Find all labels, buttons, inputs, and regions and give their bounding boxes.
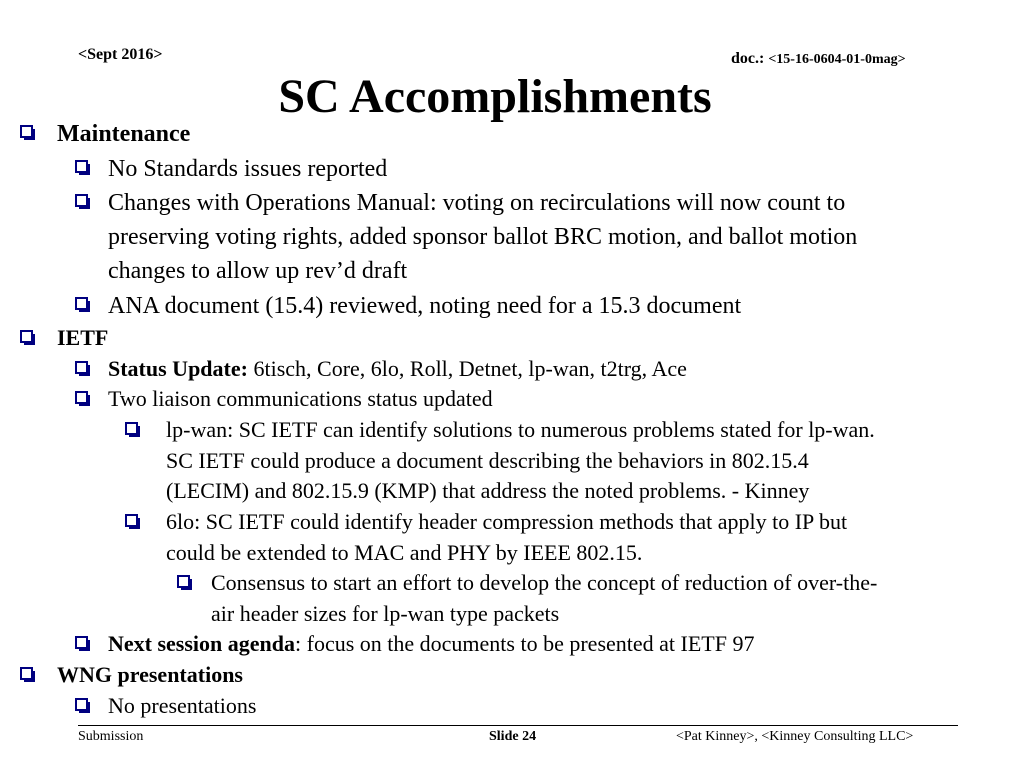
checkbox-bullet-icon (75, 698, 90, 713)
checkbox-bullet-icon (20, 125, 35, 140)
bullet-consensus-line1: Consensus to start an effort to develop the concept of reduction of over-the- (211, 570, 878, 595)
checkbox-bullet-icon (75, 636, 90, 651)
doc-number: <15-16-0604-01-0mag> (768, 52, 906, 67)
bullet-lpwan-line2: SC IETF could produce a document describing the behaviors in 802.15.4 (166, 448, 809, 473)
bullet-consensus-line2: air header sizes for lp-wan type packets (211, 601, 560, 626)
checkbox-bullet-icon (75, 391, 90, 406)
status-update-label: Status Update: (108, 356, 248, 381)
checkbox-bullet-icon (75, 297, 90, 312)
bullet-liaison: Two liaison communications status updated (108, 386, 493, 411)
bullet-ops-manual-line1: Changes with Operations Manual: voting on recirculations will now count to (108, 190, 846, 216)
footer-submission: Submission (78, 729, 144, 744)
bullet-no-presentations: No presentations (108, 693, 257, 718)
slide-title: SC Accomplishments (278, 70, 712, 123)
checkbox-bullet-icon (20, 667, 35, 682)
bullet-ana: ANA document (15.4) reviewed, noting need for a 15.3 document (108, 293, 742, 319)
checkbox-bullet-icon (75, 194, 90, 209)
footer-divider (78, 725, 958, 726)
next-session-label: Next session agenda (108, 631, 296, 656)
checkbox-bullet-icon (125, 514, 140, 529)
checkbox-bullet-icon (20, 330, 35, 345)
bullet-ietf: IETF (57, 325, 109, 350)
header-doc-id (731, 50, 906, 68)
bullet-6lo-line1: 6lo: SC IETF could identify header compression methods that apply to IP but (166, 509, 848, 534)
bullet-ops-manual-line2: preserving voting rights, added sponsor ballot BRC motion, and ballot motion (108, 224, 858, 250)
bullet-status-update (108, 356, 687, 382)
checkbox-bullet-icon (75, 361, 90, 376)
checkbox-bullet-icon (177, 575, 192, 590)
bullet-lpwan-line3: (LECIM) and 802.15.9 (KMP) that address the noted problems. - Kinney (166, 478, 810, 503)
status-update-text: 6tisch, Core, 6lo, Roll, Detnet, lp-wan, t2trg, Ace (247, 356, 687, 381)
next-session-text: : focus on the documents to be presented at IETF 97 (295, 631, 755, 656)
bullet-lpwan-line1: lp-wan: SC IETF can identify solutions to numerous problems stated for lp-wan. (166, 417, 875, 442)
bullet-ops-manual-line3: changes to allow up rev’d draft (108, 258, 408, 284)
bullet-maintenance: Maintenance (57, 121, 191, 147)
checkbox-bullet-icon (75, 160, 90, 175)
footer-author: <Pat Kinney>, <Kinney Consulting LLC> (676, 729, 914, 744)
bullet-next-session (108, 631, 754, 657)
doc-prefix: doc.: (731, 50, 769, 67)
bullet-wng: WNG presentations (57, 662, 243, 687)
bullet-6lo-line2: could be extended to MAC and PHY by IEEE 802.15. (166, 540, 643, 565)
footer-slide-number: Slide 24 (489, 729, 537, 744)
checkbox-bullet-icon (125, 422, 140, 437)
bullet-no-standards: No Standards issues reported (108, 156, 388, 182)
header-date: <Sept 2016> (78, 46, 163, 63)
